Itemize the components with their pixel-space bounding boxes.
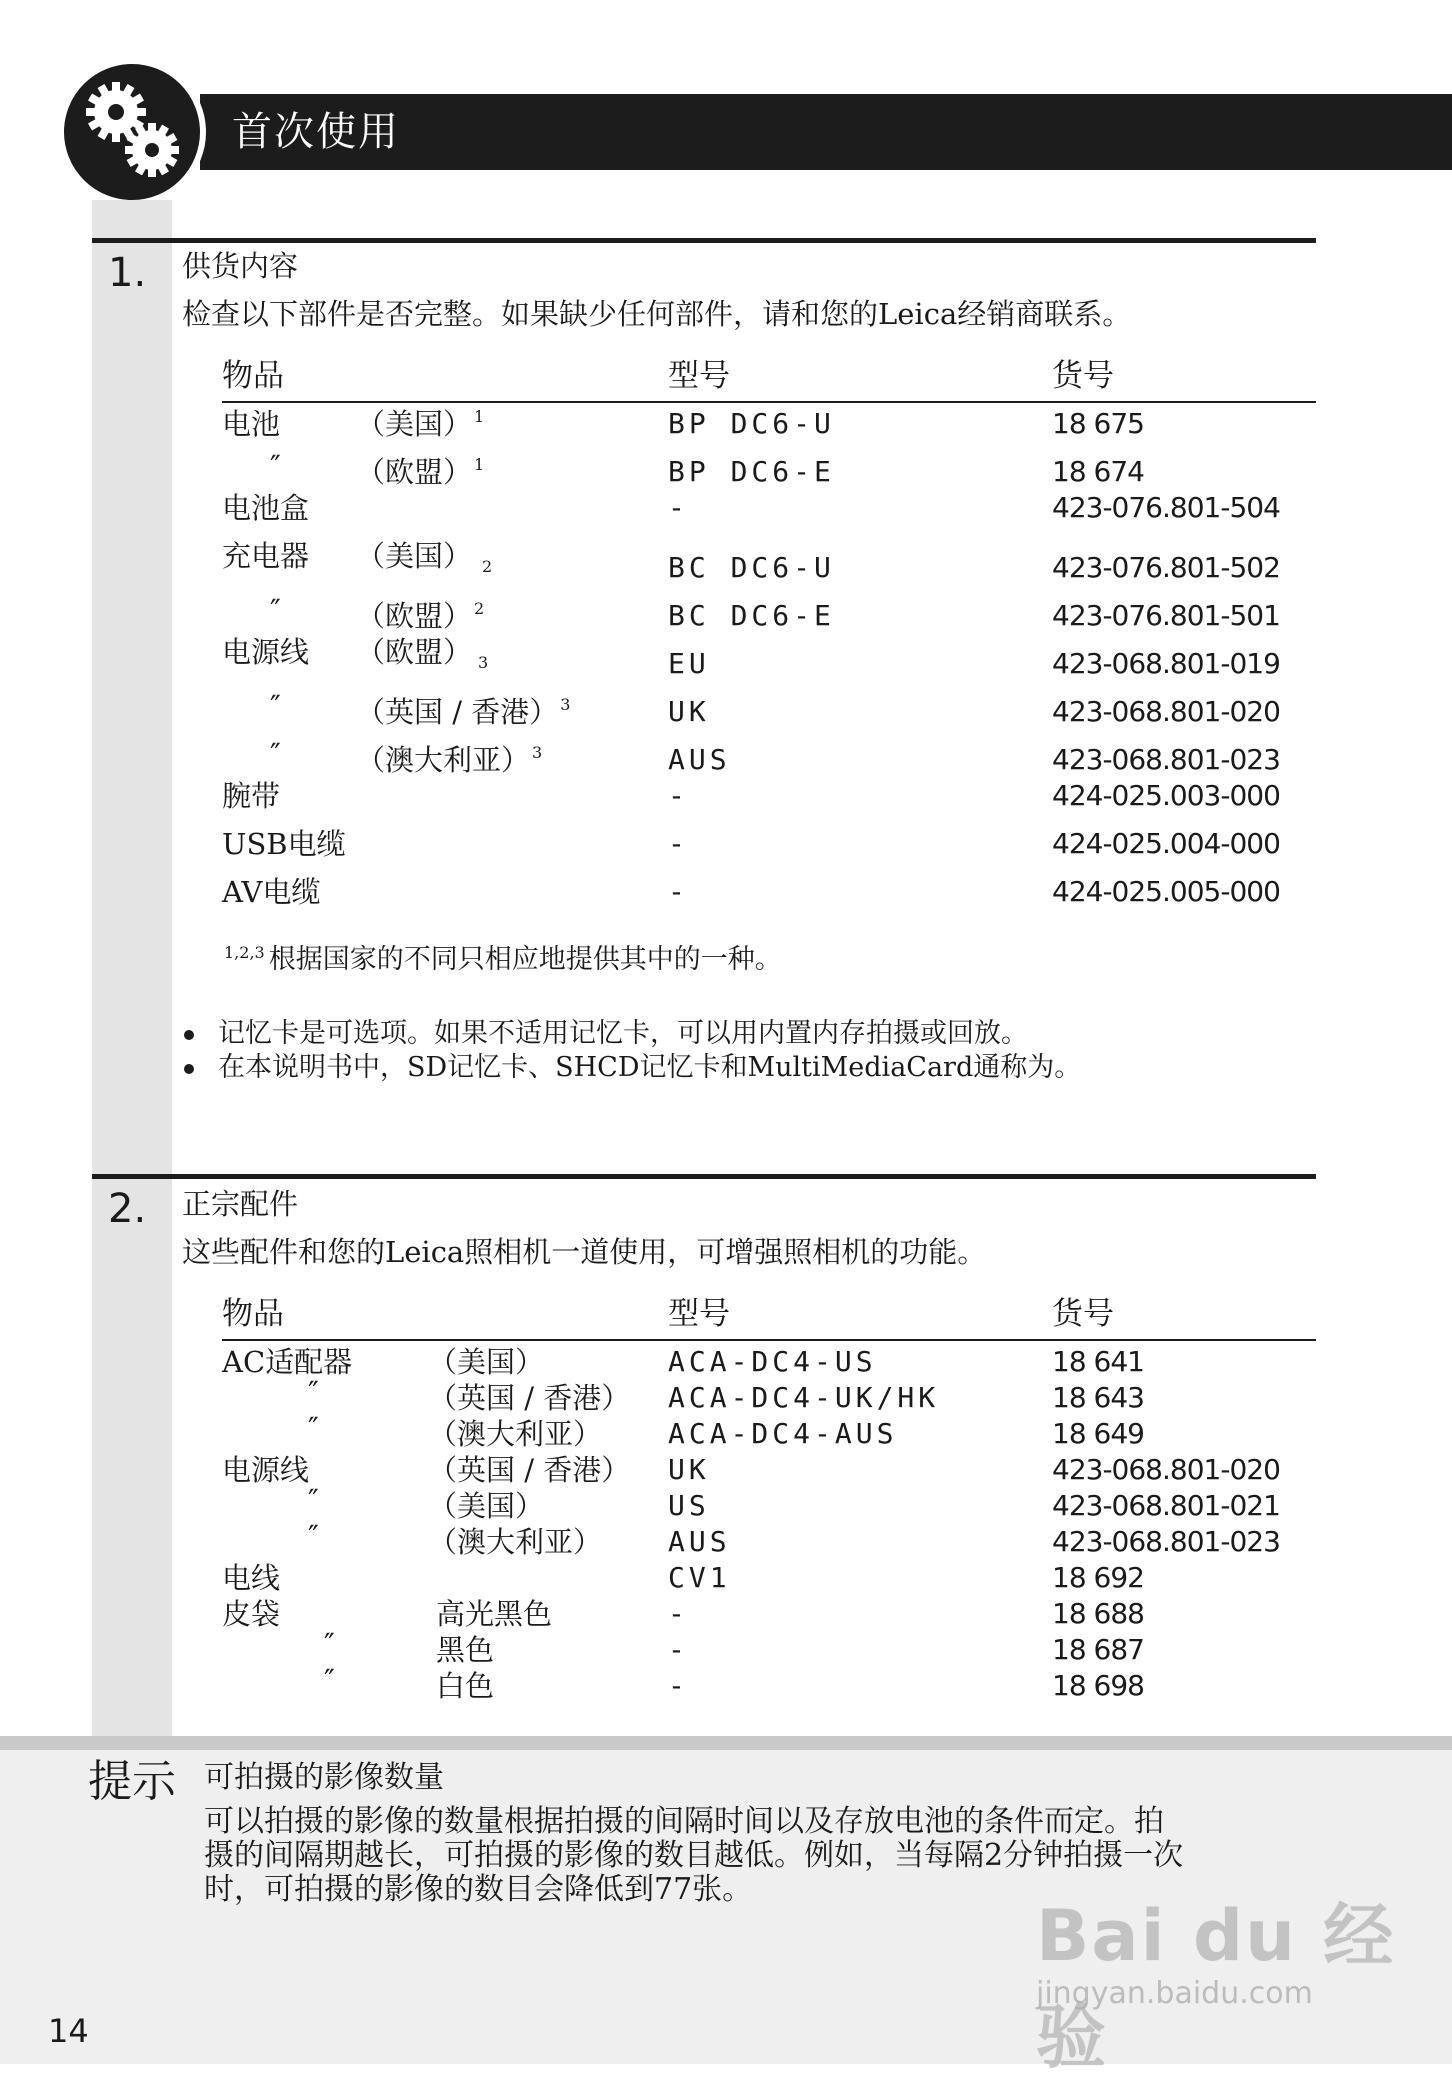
ditto-mark: ″ <box>308 1519 319 1553</box>
ditto-mark: ″ <box>308 1411 319 1445</box>
item-model: ACA-DC4-US <box>668 1345 877 1378</box>
item-region: （美国） <box>428 1345 545 1379</box>
item-region: （美国） $_2$ <box>356 539 493 576</box>
item-code: 423-076.801-502 <box>1052 551 1280 584</box>
item-model: CV1 <box>668 1561 731 1594</box>
bullet-text: 在本说明书中，SD记忆卡、SHCD记忆卡和MultiMediaCard通称为。 <box>218 1052 1082 1083</box>
item-model: AUS <box>668 743 731 776</box>
item-code: 423-076.801-504 <box>1052 491 1280 524</box>
item-code: 18 674 <box>1052 455 1144 488</box>
tip-title: 可拍摄的影像数量 <box>204 1760 444 1795</box>
section-2-number: 2. <box>108 1186 147 1232</box>
ditto-mark: ″ <box>270 737 281 771</box>
item-code: 18 675 <box>1052 407 1144 440</box>
item-code: 423-068.801-023 <box>1052 1525 1280 1558</box>
item-name: 电源线 <box>222 635 310 669</box>
item-name: AC适配器 <box>222 1345 353 1379</box>
bullet-dot <box>184 1030 194 1040</box>
item-region: （欧盟） $^1$ <box>356 455 485 489</box>
item-color: 黑色 <box>436 1633 495 1667</box>
watermark-brand: Bai du 经验 <box>1036 1895 1396 2078</box>
item-model: EU <box>668 647 710 680</box>
item-name: 电池 <box>222 407 281 441</box>
item-region: （欧盟） $_3$ <box>356 635 489 672</box>
item-model: - <box>668 779 689 812</box>
item-region: （英国 / 香港） <box>428 1453 631 1487</box>
item-name: 皮袋 <box>222 1597 281 1631</box>
ditto-mark: ″ <box>270 689 281 723</box>
item-region: （澳大利亚） <box>428 1417 603 1451</box>
bullet-text: 记忆卡是可选项。如果不适用记忆卡，可以用内置内存拍摄或回放。 <box>218 1018 1028 1049</box>
baidu-watermark <box>1036 1880 1416 2078</box>
item-model: BP DC6-U <box>668 407 835 440</box>
table-2-header-rule <box>222 1339 1316 1341</box>
item-code: 18 643 <box>1052 1381 1144 1414</box>
col-header-code: 货号 <box>1052 1296 1114 1332</box>
item-code: 18 688 <box>1052 1597 1144 1630</box>
item-model: ACA-DC4-AUS <box>668 1417 898 1450</box>
tip-label: 提示 <box>88 1756 176 1807</box>
item-region: （澳大利亚） <box>428 1525 603 1559</box>
item-model: UK <box>668 695 710 728</box>
item-name: 电源线 <box>222 1453 310 1487</box>
item-name: 腕带 <box>222 779 281 813</box>
ditto-mark: ″ <box>270 449 281 483</box>
item-code: 423-068.801-020 <box>1052 695 1280 728</box>
item-color: 白色 <box>436 1669 495 1703</box>
item-code: 18 692 <box>1052 1561 1144 1594</box>
footnote: $^{1,2,3}$ 根据国家的不同只相应地提供其中的一种。 <box>224 943 782 975</box>
item-code: 18 649 <box>1052 1417 1144 1450</box>
item-model: BC DC6-E <box>668 599 835 632</box>
item-code: 424-025.004-000 <box>1052 827 1280 860</box>
item-name: 电池盒 <box>222 491 310 525</box>
item-color: 高光黑色 <box>436 1597 553 1631</box>
item-name: 电线 <box>222 1561 281 1595</box>
item-model: - <box>668 875 689 908</box>
tip-text-line: 时，可拍摄的影像的数目会降低到77张。 <box>204 1872 753 1907</box>
item-region: （美国） <box>428 1489 545 1523</box>
item-name: USB电缆 <box>222 827 346 861</box>
item-region: （欧盟） $^2$ <box>356 599 485 633</box>
section-1-number: 1. <box>108 250 147 296</box>
item-code: 424-025.005-000 <box>1052 875 1280 908</box>
item-model: - <box>668 491 689 524</box>
item-code: 423-076.801-501 <box>1052 599 1280 632</box>
item-model: AUS <box>668 1525 731 1558</box>
ditto-mark: ″ <box>270 593 281 627</box>
item-model: - <box>668 1669 689 1702</box>
item-model: BC DC6-U <box>668 551 835 584</box>
bullet-dot <box>184 1064 194 1074</box>
item-model: ACA-DC4-UK/HK <box>668 1381 940 1414</box>
watermark-url: jingyan.baidu.com <box>1036 1976 1313 2011</box>
col-header-item: 物品 <box>222 358 284 394</box>
col-header-item: 物品 <box>222 1296 284 1332</box>
col-header-code: 货号 <box>1052 358 1114 394</box>
tip-text-line: 摄的间隔期越长，可拍摄的影像的数目越低。例如，当每隔2分钟拍摄一次 <box>204 1838 1184 1873</box>
section-1-intro: 检查以下部件是否完整。如果缺少任何部件，请和您的Leica经销商联系。 <box>182 297 1132 331</box>
section-2-intro: 这些配件和您的Leica照相机一道使用，可增强照相机的功能。 <box>182 1235 987 1269</box>
item-model: - <box>668 1597 689 1630</box>
item-code: 424-025.003-000 <box>1052 779 1280 812</box>
item-model: BP DC6-E <box>668 455 835 488</box>
item-name: 充电器 <box>222 539 310 573</box>
item-code: 423-068.801-020 <box>1052 1453 1280 1486</box>
item-model: US <box>668 1489 710 1522</box>
col-header-model: 型号 <box>668 1296 730 1332</box>
item-region: （澳大利亚） $^3$ <box>356 743 543 777</box>
item-code: 423-068.801-023 <box>1052 743 1280 776</box>
ditto-mark: ″ <box>324 1627 335 1661</box>
ditto-mark: ″ <box>308 1483 319 1517</box>
item-code: 18 698 <box>1052 1669 1144 1702</box>
item-code: 423-068.801-019 <box>1052 647 1280 680</box>
item-region: （英国 / 香港） <box>428 1381 631 1415</box>
item-region: （英国 / 香港） $^3$ <box>356 695 571 729</box>
page-title: 首次使用 <box>232 109 400 155</box>
item-name: AV电缆 <box>222 875 321 909</box>
left-margin-strip <box>92 200 172 1738</box>
section-1-rule <box>92 238 1316 243</box>
item-region: （美国） $^1$ <box>356 407 485 441</box>
page-number: 14 <box>48 2012 89 2050</box>
item-model: UK <box>668 1453 710 1486</box>
item-model: - <box>668 1633 689 1666</box>
col-header-model: 型号 <box>668 358 730 394</box>
section-2-title: 正宗配件 <box>182 1187 299 1221</box>
item-model: - <box>668 827 689 860</box>
ditto-mark: ″ <box>324 1663 335 1697</box>
item-code: 423-068.801-021 <box>1052 1489 1280 1522</box>
item-code: 18 687 <box>1052 1633 1144 1666</box>
tip-text-line: 可以拍摄的影像的数量根据拍摄的间隔时间以及存放电池的条件而定。拍 <box>204 1804 1164 1839</box>
ditto-mark: ″ <box>308 1375 319 1409</box>
table-1-header-rule <box>222 401 1316 403</box>
gears-icon <box>58 58 206 206</box>
section-1-title: 供货内容 <box>182 249 299 283</box>
section-2-rule <box>92 1174 1316 1179</box>
item-code: 18 641 <box>1052 1345 1144 1378</box>
